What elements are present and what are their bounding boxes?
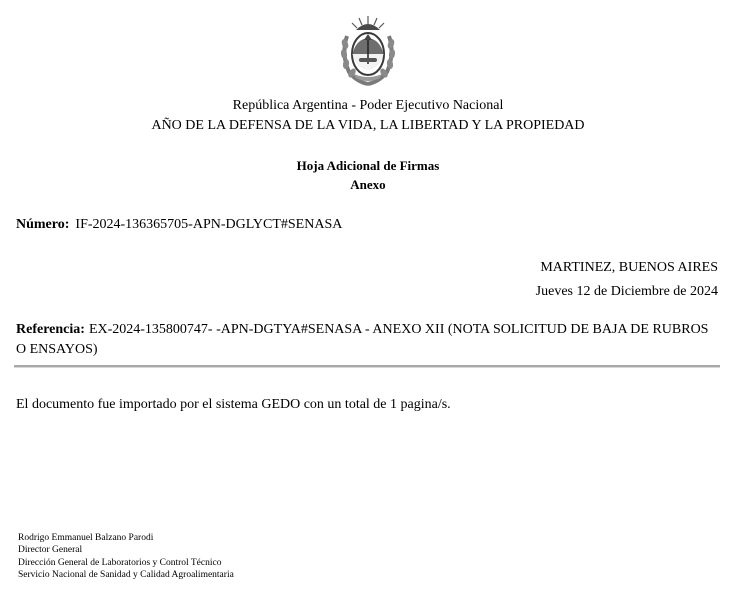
- date: Jueves 12 de Diciembre de 2024: [535, 284, 718, 299]
- referencia-row: [16, 320, 716, 360]
- document-subtitle: Anexo: [350, 177, 386, 192]
- signer-department: Dirección General de Laboratorios y Control Técnico: [18, 558, 222, 568]
- horizontal-divider: [14, 365, 720, 368]
- place: MARTINEZ, BUENOS AIRES: [540, 260, 718, 275]
- coat-of-arms-icon: [337, 14, 399, 86]
- body-text: El documento fue importado por el sistema GEDO con un total de 1 pagina/s.: [16, 397, 451, 412]
- referencia-value: EX-2024-135800747- -APN-DGTYA#SENASA - ANEXO XII (NOTA SOLICITUD DE BAJA DE RUBROS O ENSAYOS): [16, 322, 709, 357]
- header-government-line: República Argentina - Poder Ejecutivo Nacional: [232, 98, 504, 113]
- signer-organization: Servicio Nacional de Sanidad y Calidad Agroalimentaria: [18, 570, 234, 580]
- signer-name: Rodrigo Emmanuel Balzano Parodi: [18, 533, 154, 543]
- header-year-motto: AÑO DE LA DEFENSA DE LA VIDA, LA LIBERTAD Y LA PROPIEDAD: [151, 118, 585, 133]
- numero-label: Número:: [16, 217, 70, 232]
- document-title: Hoja Adicional de Firmas: [296, 158, 440, 173]
- referencia-label: Referencia:: [16, 322, 85, 337]
- signer-position: Director General: [18, 545, 83, 555]
- numero-row: [16, 217, 342, 233]
- numero-value: IF-2024-136365705-APN-DGLYCT#SENASA: [75, 217, 343, 232]
